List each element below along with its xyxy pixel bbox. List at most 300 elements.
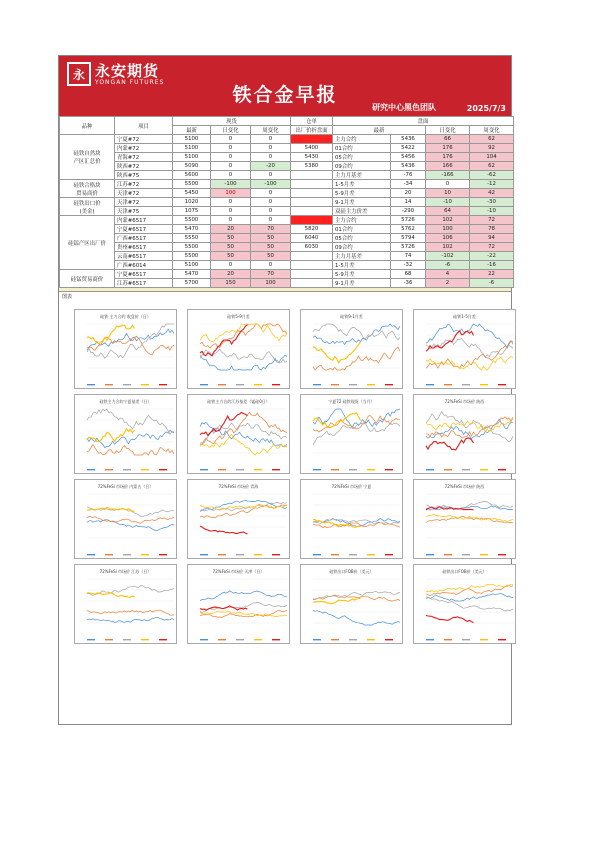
legend-swatch (349, 384, 357, 385)
chart-series-line (87, 610, 174, 615)
futures-contract: 01合约 (333, 144, 391, 153)
spot-daily-change: 0 (211, 153, 251, 162)
spot-daily-change: 0 (211, 171, 251, 180)
futures-weekly-change: -62 (470, 171, 514, 180)
chart-title: 硅铁9-1月差 (340, 314, 363, 319)
report-date: 2025/7/3 (466, 104, 506, 113)
legend-swatch (331, 469, 339, 470)
chart-panel (187, 309, 290, 389)
chart-series-line (313, 610, 400, 625)
spot-weekly-change: 70 (251, 270, 291, 279)
spot-daily-change: 0 (211, 198, 251, 207)
legend-swatch (313, 554, 321, 555)
row-item: 青海#72 (115, 153, 173, 162)
spot-daily-change: 0 (211, 144, 251, 153)
warehouse-price: 5800 (291, 216, 333, 225)
futures-daily-change: 176 (426, 153, 470, 162)
legend-swatch (105, 469, 113, 470)
legend-swatch (272, 384, 280, 385)
legend-swatch (218, 384, 226, 385)
spot-daily-change: 0 (211, 261, 251, 270)
chart-title: 72%FeSi 市场价 内蒙古（日） (97, 484, 154, 489)
table-row (60, 252, 514, 261)
futures-daily-change: 102 (426, 216, 470, 225)
chart-series-line (87, 409, 174, 434)
legend-swatch (141, 469, 149, 470)
futures-weekly-change: 92 (470, 144, 514, 153)
legend-swatch (385, 384, 393, 385)
legend-swatch (105, 639, 113, 640)
futures-daily-change: 2 (426, 279, 470, 288)
legend-swatch (498, 469, 506, 470)
futures-weekly-change: 78 (470, 225, 514, 234)
warehouse-price (291, 189, 333, 198)
line-chart (414, 565, 517, 645)
spot-weekly-change: 0 (251, 207, 291, 216)
spot-latest: 5500 (173, 216, 211, 225)
chart-title: 72%FeSi 市场价 陕西 (444, 484, 485, 489)
legend-swatch (462, 639, 470, 640)
spot-weekly-change: 0 (251, 261, 291, 270)
spot-daily-change: 0 (211, 207, 251, 216)
row-item: 天津#72 (115, 189, 173, 198)
futures-latest: 5436 (391, 162, 426, 171)
futures-latest: 14 (391, 198, 426, 207)
chart-series-line (200, 434, 287, 455)
futures-daily-change: 10 (426, 189, 470, 198)
legend-swatch (236, 384, 244, 385)
futures-contract: 主力合约 (333, 135, 391, 144)
line-chart (414, 480, 517, 560)
spot-daily-change: 20 (211, 225, 251, 234)
header-product: 品种 (60, 117, 115, 135)
table-row (60, 153, 514, 162)
legend-swatch (218, 469, 226, 470)
chart-series-line (313, 342, 361, 363)
chart-series-line (426, 438, 474, 450)
table-row (60, 189, 514, 198)
warehouse-price (291, 252, 333, 261)
chart-series-line (87, 517, 174, 524)
legend-swatch (87, 384, 95, 385)
spot-latest: 5700 (173, 279, 211, 288)
chart-series-line (200, 526, 248, 534)
spot-daily-change: 20 (211, 270, 251, 279)
row-item: 陕西#75 (115, 171, 173, 180)
spot-daily-change: 0 (211, 135, 251, 144)
spot-daily-change: 100 (211, 189, 251, 198)
chart-series-line (87, 430, 174, 447)
line-chart (188, 310, 291, 390)
futures-latest: 5422 (391, 144, 426, 153)
group-label: 硅铁自然块 产区汇总价 (60, 135, 115, 180)
spot-weekly-change: 0 (251, 189, 291, 198)
legend-swatch (159, 469, 167, 470)
legend-swatch (444, 639, 452, 640)
futures-latest: -34 (391, 180, 426, 189)
chart-title: 硅铁主力合约宁夏基差（日） (99, 399, 152, 404)
table-row (60, 144, 514, 153)
legend-swatch (236, 639, 244, 640)
table-row (60, 162, 514, 171)
futures-latest: -290 (391, 207, 426, 216)
legend-swatch (331, 639, 339, 640)
spot-daily-change: 50 (211, 243, 251, 252)
legend-swatch (272, 639, 280, 640)
line-chart (301, 565, 404, 645)
chart-series-line (200, 412, 287, 444)
warehouse-price (291, 198, 333, 207)
spot-daily-change: 50 (211, 234, 251, 243)
header-latest: 最新 (173, 126, 211, 135)
spot-daily-change: -100 (211, 180, 251, 189)
legend-swatch (349, 554, 357, 555)
chart-series-line (87, 444, 174, 455)
legend-swatch (123, 384, 131, 385)
futures-contract: 05合约 (333, 153, 391, 162)
chart-panel (413, 309, 516, 389)
legend-swatch (367, 469, 375, 470)
futures-weekly-change: 94 (470, 234, 514, 243)
legend-swatch (159, 384, 167, 385)
chart-panel (413, 564, 516, 644)
chart-series-line (87, 617, 174, 622)
line-chart (75, 565, 178, 645)
futures-contract: 9-1月差 (333, 279, 391, 288)
chart-series-line (87, 520, 174, 531)
header-item: 项目 (115, 117, 173, 135)
table-row (60, 270, 514, 279)
futures-latest: 20 (391, 189, 426, 198)
chart-section-label: 图表 (59, 291, 511, 301)
futures-weekly-change: -6 (470, 279, 514, 288)
futures-daily-change: -102 (426, 252, 470, 261)
futures-latest: -32 (391, 261, 426, 270)
legend-swatch (331, 554, 339, 555)
chart-panel (187, 564, 290, 644)
legend-swatch (444, 554, 452, 555)
spot-weekly-change: 50 (251, 243, 291, 252)
legend-swatch (105, 384, 113, 385)
spot-latest: 5090 (173, 162, 211, 171)
warehouse-price (291, 279, 333, 288)
futures-contract: 双硅主力价差 (333, 207, 391, 216)
chart-title: 硅铁出口FOB价（美元） (329, 569, 374, 574)
legend-swatch (349, 639, 357, 640)
row-item: 广西#6517 (115, 234, 173, 243)
warehouse-price (291, 135, 333, 144)
table-row (60, 207, 514, 216)
line-chart (301, 480, 404, 560)
legend-swatch (426, 384, 434, 385)
group-label: 硅铁合格块 贸易商价 (60, 180, 115, 198)
chart-panel (74, 394, 177, 474)
chart-panel (187, 394, 290, 474)
chart-panel (413, 394, 516, 474)
spot-weekly-change: 100 (251, 279, 291, 288)
spot-weekly-change: 50 (251, 234, 291, 243)
spot-weekly-change: -100 (251, 180, 291, 189)
futures-contract: 1-5月差 (333, 180, 391, 189)
legend-swatch (254, 554, 262, 555)
legend-swatch (331, 384, 339, 385)
warehouse-price (291, 261, 333, 270)
futures-latest: 74 (391, 252, 426, 261)
header-daily-change: 日变化 (211, 126, 251, 135)
futures-weekly-change: 62 (470, 135, 514, 144)
legend-swatch (272, 469, 280, 470)
chart-title: 72%FeSi 市场价 天津（日） (212, 569, 265, 574)
legend-swatch (426, 554, 434, 555)
row-item: 江苏#72 (115, 180, 173, 189)
futures-contract: 主力月基差 (333, 171, 391, 180)
futures-weekly-change: 42 (470, 189, 514, 198)
chart-series-line (87, 329, 174, 350)
futures-contract: 主力合约 (333, 216, 391, 225)
futures-latest: -76 (391, 171, 426, 180)
price-table (59, 116, 514, 288)
chart-panel (413, 479, 516, 559)
futures-contract: 09合约 (333, 243, 391, 252)
legend-swatch (200, 469, 208, 470)
warehouse-price (291, 171, 333, 180)
futures-daily-change: 166 (426, 162, 470, 171)
line-chart (301, 310, 404, 390)
line-chart (301, 395, 404, 475)
chart-title: 72%FeSi 市场价 宁夏 (331, 484, 372, 489)
group-label: 硅铁出口价 (美金) (60, 198, 115, 216)
futures-daily-change: 176 (426, 144, 470, 153)
legend-swatch (367, 639, 375, 640)
chart-grid (59, 301, 511, 617)
chart-series-line (426, 331, 474, 351)
spot-daily-change: 0 (211, 162, 251, 171)
row-item: 云南#6517 (115, 252, 173, 261)
futures-contract: 09合约 (333, 162, 391, 171)
row-item: 陕西#72 (115, 162, 173, 171)
legend-swatch (254, 639, 262, 640)
chart-series-line (200, 591, 287, 601)
spot-latest: 1020 (173, 198, 211, 207)
legend-swatch (254, 384, 262, 385)
spot-weekly-change: 0 (251, 171, 291, 180)
line-chart (75, 480, 178, 560)
futures-weekly-change: 72 (470, 216, 514, 225)
table-row (60, 279, 514, 288)
spot-latest: 5450 (173, 189, 211, 198)
chart-series-line (200, 502, 287, 511)
table-row (60, 225, 514, 234)
legend-swatch (272, 554, 280, 555)
legend-swatch (123, 554, 131, 555)
futures-weekly-change: -10 (470, 207, 514, 216)
legend-swatch (498, 639, 506, 640)
spot-latest: 5500 (173, 252, 211, 261)
chart-panel (300, 309, 403, 389)
chart-title: 72%FeSi 市场价 江苏（日） (99, 569, 152, 574)
futures-daily-change: 4 (426, 270, 470, 279)
futures-contract: 01合约 (333, 225, 391, 234)
futures-daily-change: 0 (426, 180, 470, 189)
legend-swatch (159, 554, 167, 555)
spot-weekly-change: -20 (251, 162, 291, 171)
legend-swatch (426, 469, 434, 470)
spot-latest: 5500 (173, 180, 211, 189)
legend-swatch (480, 384, 488, 385)
header-weekly-change: 周变化 (251, 126, 291, 135)
futures-weekly-change: 62 (470, 162, 514, 171)
chart-series-line (87, 336, 174, 355)
chart-panel (300, 479, 403, 559)
legend-swatch (87, 469, 95, 470)
line-chart (75, 310, 178, 390)
logo-icon: 永 (67, 62, 91, 86)
legend-swatch (218, 554, 226, 555)
warehouse-price: 5400 (291, 144, 333, 153)
legend-swatch (236, 554, 244, 555)
chart-series-line (426, 502, 513, 510)
row-item: 宁夏#72 (115, 135, 173, 144)
report-title: 铁合金早报 (232, 84, 338, 106)
chart-title: 硅铁出口FOB价（美元） (442, 569, 487, 574)
legend-swatch (385, 554, 393, 555)
warehouse-price: 6030 (291, 243, 333, 252)
legend-swatch (313, 469, 321, 470)
chart-panel (74, 479, 177, 559)
legend-swatch (313, 639, 321, 640)
legend-swatch (385, 639, 393, 640)
legend-swatch (480, 469, 488, 470)
chart-title: 硅铁 主力合约 收盘价（日） (100, 314, 151, 319)
futures-daily-change: 106 (426, 234, 470, 243)
chart-series-line (426, 412, 513, 442)
spot-latest: 5470 (173, 225, 211, 234)
chart-series-line (426, 324, 513, 348)
legend-swatch (444, 384, 452, 385)
futures-daily-change: 100 (426, 225, 470, 234)
spot-latest: 5600 (173, 171, 211, 180)
chart-series-line (313, 347, 400, 370)
table-row (60, 261, 514, 270)
chart-series-line (313, 324, 400, 345)
chart-series-line (426, 339, 513, 357)
header-spot: 现货 (173, 117, 291, 126)
table-row (60, 135, 514, 144)
futures-contract: 9-1月差 (333, 198, 391, 207)
futures-contract: 05合约 (333, 234, 391, 243)
legend-swatch (123, 469, 131, 470)
chart-panel (300, 394, 403, 474)
spot-daily-change: 150 (211, 279, 251, 288)
futures-contract: 1-5月差 (333, 261, 391, 270)
chart-panel (74, 564, 177, 644)
legend-swatch (480, 639, 488, 640)
futures-weekly-change: 104 (470, 153, 514, 162)
futures-contract: 5-9月差 (333, 189, 391, 198)
line-chart (414, 395, 517, 475)
row-item: 江苏#6517 (115, 279, 173, 288)
legend-swatch (462, 469, 470, 470)
legend-swatch (426, 639, 434, 640)
spot-weekly-change: 0 (251, 198, 291, 207)
legend-swatch (367, 384, 375, 385)
spot-weekly-change: 0 (251, 135, 291, 144)
futures-daily-change: 102 (426, 243, 470, 252)
chart-panel (187, 479, 290, 559)
chart-series-line (200, 500, 287, 511)
chart-title: 宁夏72 硅铁现货（当月） (328, 399, 375, 404)
legend-swatch (313, 384, 321, 385)
line-chart (188, 480, 291, 560)
legend-swatch (480, 554, 488, 555)
line-chart (75, 395, 178, 475)
warehouse-price: 5430 (291, 153, 333, 162)
legend-swatch (123, 639, 131, 640)
legend-swatch (141, 554, 149, 555)
team-name: 研究中心黑色团队 (372, 103, 436, 112)
table-row (60, 234, 514, 243)
warehouse-price (291, 180, 333, 189)
spot-weekly-change: 50 (251, 252, 291, 261)
chart-title: 硅铁主力合约江苏基差（锰硅0日） (207, 399, 270, 404)
warehouse-price: 6040 (291, 234, 333, 243)
chart-title: 72%FeSi 市场价 青海 (218, 484, 259, 489)
chart-series-line (200, 324, 287, 342)
row-item: 天津#72 (115, 198, 173, 207)
legend-swatch (444, 469, 452, 470)
row-item: 内蒙#72 (115, 144, 173, 153)
chart-panel (74, 309, 177, 389)
line-chart (188, 395, 291, 475)
futures-weekly-change: -22 (470, 252, 514, 261)
spot-weekly-change: 0 (251, 144, 291, 153)
futures-latest: 68 (391, 270, 426, 279)
legend-swatch (200, 554, 208, 555)
spot-latest: 5100 (173, 135, 211, 144)
futures-latest: 5726 (391, 243, 426, 252)
legend-swatch (200, 384, 208, 385)
futures-contract: 主力月基差 (333, 252, 391, 261)
legend-swatch (462, 554, 470, 555)
header-fut-daily: 日变化 (426, 126, 470, 135)
spot-latest: 1075 (173, 207, 211, 216)
futures-latest: 5762 (391, 225, 426, 234)
futures-contract: 5-9月差 (333, 270, 391, 279)
table-row (60, 243, 514, 252)
header-futures: 盘面 (333, 117, 514, 126)
spot-latest: 5100 (173, 261, 211, 270)
table-row (60, 180, 514, 189)
chart-series-line (426, 584, 513, 592)
legend-swatch (498, 384, 506, 385)
spot-weekly-change: 0 (251, 153, 291, 162)
warehouse-price: 5380 (291, 162, 333, 171)
spot-latest: 5550 (173, 234, 211, 243)
spot-daily-change: 0 (211, 216, 251, 225)
header-fut-latest: 最新 (333, 126, 426, 135)
brand-name-cn: 永安期货 (95, 61, 160, 80)
futures-weekly-change: -16 (470, 261, 514, 270)
line-chart (188, 565, 291, 645)
group-label: 硅锰贸易商价 (60, 270, 115, 288)
chart-series-line (200, 606, 248, 610)
futures-latest: 5794 (391, 234, 426, 243)
table-row (60, 198, 514, 207)
legend-swatch (159, 639, 167, 640)
header-factory-price: 出厂价折盘面 (291, 126, 333, 135)
legend-swatch (105, 554, 113, 555)
legend-swatch (87, 639, 95, 640)
